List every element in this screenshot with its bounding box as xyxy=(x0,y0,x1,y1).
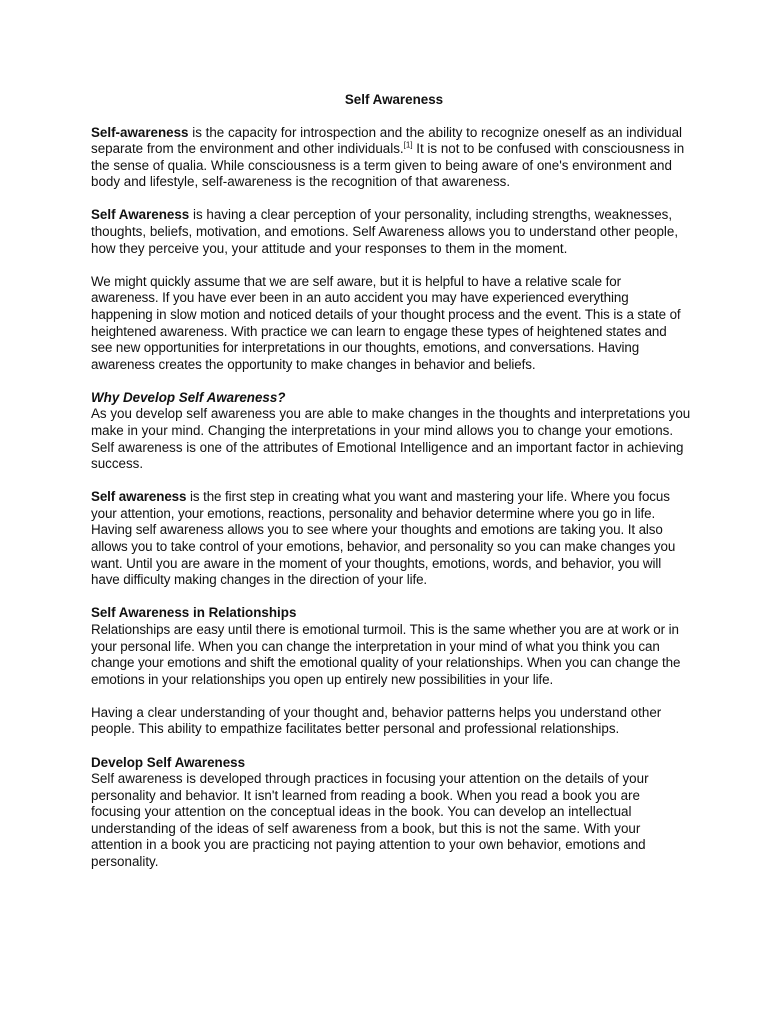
paragraph-lead-term: Self awareness xyxy=(91,489,187,505)
document-page xyxy=(91,92,691,887)
paragraph-self-awareness-description xyxy=(91,207,691,257)
footnote-reference-link[interactable]: [1] xyxy=(403,140,413,150)
paragraph-text: is the first step in creating what you want and mastering your life. Where you focus your attention, your emotions, reactions, personality and behavior determine where you go in life. Having self awareness allows you to see where your thoughts and emotions are taking you. It also allows you to take control of your emotions, behavior, and personality so you can make changes you want. Until you are aware in the moment of your thoughts, emotions, words, and behavior, you will have difficulty making changes in the direction of your life. xyxy=(91,489,676,588)
paragraph-lead-term: Self Awareness xyxy=(91,207,190,223)
section-heading-relationships: Self Awareness in Relationships xyxy=(91,605,297,621)
document-title: Self Awareness xyxy=(344,92,444,107)
paragraph-text: is the capacity for introspection and the ability to recognize oneself as an individual separate from the environment and other individuals. xyxy=(91,124,683,157)
paragraph-definition xyxy=(91,125,691,191)
paragraph-develop: Self awareness is developed through practices in focusing your attention on the details of your personality and behavior. It isn't learned from reading a book. When you read a book you are focusing your attention on the conceptual ideas in the book. You can develop an intellectual understanding of the ideas of self awareness from a book, but this is not the same. With your attention in a book you are practicing not paying attention to your own behavior, emotions and personality. xyxy=(91,771,649,870)
paragraph-lead-term: Self-awareness xyxy=(91,124,189,140)
section-heading-why-develop: Why Develop Self Awareness? xyxy=(91,389,286,405)
paragraph-clear-understanding: Having a clear understanding of your thought and, behavior patterns helps you understand other people. This ability to empathize facilitates better personal and professional relationships. xyxy=(91,704,662,737)
paragraph-relationships: Relationships are easy until there is emotional turmoil. This is the same whether you are at work or in your personal life. When you can change the interpretation in your mind of what you think you can change your emotions and shift the emotional quality of your relationships. When you can change the emotions in your relationships you open up entirely new possibilities in your life. xyxy=(91,621,681,687)
paragraph-text: It is not to be confused with consciousness in the sense of qualia. While consciousness is a term given to being aware of one's environment and body and lifestyle, self-awareness is the recognition of that awareness. xyxy=(91,141,685,190)
paragraph-first-step xyxy=(91,489,691,589)
paragraph-text: is having a clear perception of your personality, including strengths, weaknesses, thoughts, beliefs, motivation, and emotions. Self Awareness allows you to understand other people, how they perceive you, your attitude and your responses to them in the moment. xyxy=(91,207,679,256)
paragraph-why-develop: As you develop self awareness you are able to make changes in the thoughts and interpretations you make in your mind. Changing the interpretations in your mind allows you to change your emotions. Self awareness is one of the attributes of Emotional Intelligence and an important factor in achieving success. xyxy=(91,406,691,472)
paragraph-relative-scale: We might quickly assume that we are self aware, but it is helpful to have a relative scale for awareness. If you have ever been in an auto accident you may have experienced everything happening in slow motion and noticed details of your thought process and the event. This is a state of heightened awareness. With practice we can learn to engage these types of heightened states and see new opportunities for interpretations in our thoughts, emotions, and conversations. Having awareness creates the opportunity to make changes in behavior and beliefs. xyxy=(91,273,681,372)
section-heading-develop: Develop Self Awareness xyxy=(91,754,246,770)
